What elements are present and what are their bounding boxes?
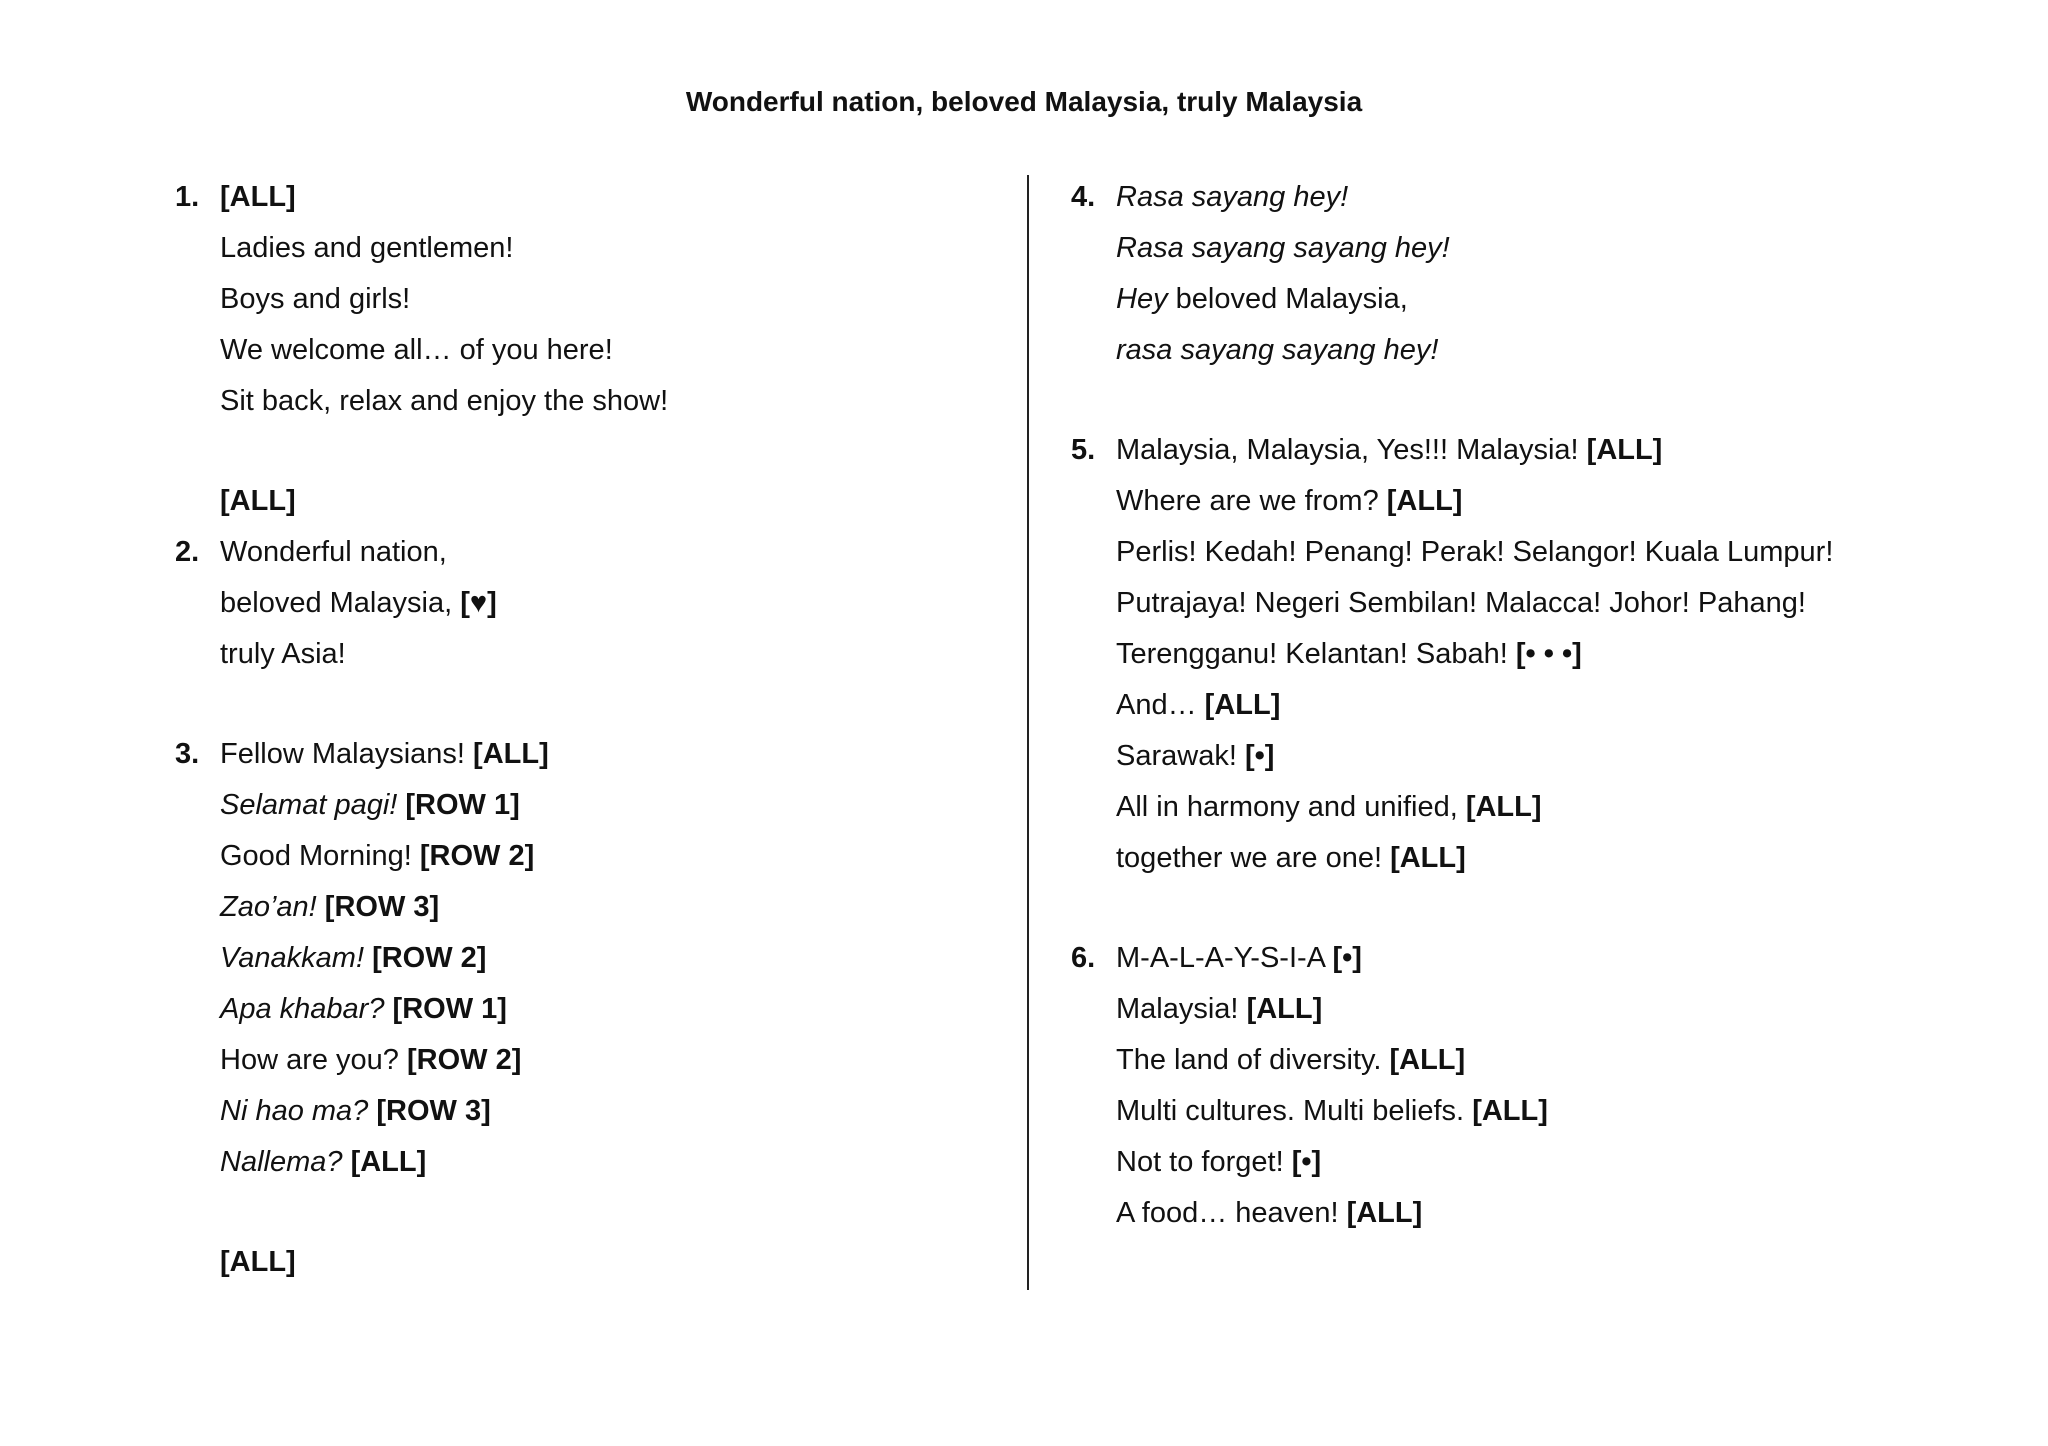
stanza-6-line-5 — [1071, 1137, 1971, 1188]
lyric-text: Zao’an! — [220, 891, 317, 923]
cue-tag: [ROW 2] — [407, 1044, 522, 1076]
stanza-6-line-2 — [1071, 984, 1971, 1035]
stanza-5-line-9 — [1071, 833, 1971, 884]
stanza-1-line-2 — [175, 274, 995, 325]
lyric-text: Selamat pagi! — [220, 789, 398, 821]
cue-tag: [ALL] — [220, 485, 296, 517]
lyric-text: Good Morning! — [220, 840, 412, 872]
stanza-3-line-3 — [175, 831, 995, 882]
stanza-3-number: 3. — [175, 738, 200, 770]
lyric-text: Fellow Malaysians! — [220, 738, 465, 770]
lyric-text: Ni hao ma? — [220, 1095, 369, 1127]
stanza-1-line-1 — [175, 223, 995, 274]
stanza-3-line-5 — [175, 933, 995, 984]
lyric-text: Sarawak! — [1116, 740, 1237, 772]
cue-tag: [ALL] — [1472, 1095, 1548, 1127]
stanza-1-line-4 — [175, 376, 995, 427]
lyric-text: Malaysia, Malaysia, Yes!!! Malaysia! — [1116, 434, 1579, 466]
stanza-6-number: 6. — [1071, 942, 1096, 974]
left-column — [175, 172, 995, 1288]
stanza-gap — [175, 1188, 995, 1237]
stanza-3-line-7 — [175, 1035, 995, 1086]
lyric-text: How are you? — [220, 1044, 399, 1076]
stanza-2-line-1 — [175, 527, 995, 578]
stanza-4-line-4 — [1071, 325, 1971, 376]
lyric-text: Malaysia! — [1116, 993, 1239, 1025]
cue-tag: [ALL] — [1246, 993, 1323, 1025]
lyric-text: Vanakkam! — [220, 942, 364, 974]
stanza-3-line-9 — [175, 1137, 995, 1188]
lyric-text: rasa sayang sayang hey! — [1116, 334, 1439, 366]
lyric-text: Rasa sayang hey! — [1116, 181, 1349, 213]
stanza-3-end-cue — [175, 1237, 995, 1288]
dot-cue-tag: [•] — [1332, 942, 1362, 974]
lyric-text: We welcome all… of you here! — [220, 334, 613, 366]
stanza-2-number: 2. — [175, 536, 200, 568]
lyric-text: Rasa sayang sayang hey! — [1116, 232, 1450, 264]
cue-tag: [ALL] — [473, 738, 549, 770]
dots-cue-tag: [• • •] — [1515, 638, 1582, 670]
lyric-text: Wonderful nation, — [220, 536, 447, 568]
stanza-6-line-1 — [1071, 933, 1971, 984]
stanza-gap — [175, 427, 995, 476]
cue-tag: [ROW 1] — [405, 789, 520, 821]
stanza-3-line-1 — [175, 729, 995, 780]
cue-tag: [ROW 2] — [419, 840, 535, 872]
cue-tag: [ALL] — [1346, 1197, 1423, 1229]
stanza-3-line-8 — [175, 1086, 995, 1137]
stanza-4-line-2 — [1071, 223, 1971, 274]
lyric-text: Hey — [1116, 283, 1168, 315]
lyric-text: Multi cultures. Multi beliefs. — [1116, 1095, 1465, 1127]
lyric-text: Boys and girls! — [220, 283, 411, 315]
stanza-4-number: 4. — [1071, 181, 1096, 213]
stanza-1-line-3 — [175, 325, 995, 376]
stanza-5-number: 5. — [1071, 434, 1096, 466]
stanza-5-line-1 — [1071, 425, 1971, 476]
cue-tag: [ALL] — [1386, 485, 1463, 517]
stanza-6-line-4 — [1071, 1086, 1971, 1137]
stanza-2-pre-cue — [175, 476, 995, 527]
lyric-text: A food… heaven! — [1116, 1197, 1339, 1229]
stanza-5-line-3 — [1071, 527, 1971, 578]
stanza-gap — [1071, 376, 1971, 425]
lyric-text: The land of diversity. — [1116, 1044, 1382, 1076]
cue-tag: [ROW 3] — [376, 1095, 491, 1127]
lyric-text: together we are one! — [1116, 842, 1383, 874]
stanza-5-line-6 — [1071, 680, 1971, 731]
lyric-text: beloved Malaysia, — [220, 587, 453, 619]
lyric-text: M-A-L-A-Y-S-I-A — [1116, 942, 1325, 974]
right-column — [1071, 172, 1971, 1239]
stanza-2-line-2 — [175, 578, 995, 629]
lyric-text: Where are we from? — [1116, 485, 1379, 517]
lyric-text: All in harmony and unified, — [1116, 791, 1458, 823]
stanza-5-line-7 — [1071, 731, 1971, 782]
cue-tag: [ALL] — [1586, 434, 1663, 466]
lyric-text: And… — [1116, 689, 1197, 721]
stanza-3-line-6 — [175, 984, 995, 1035]
lyric-text: truly Asia! — [220, 638, 346, 670]
lyric-text: Putrajaya! Negeri Sembilan! Malacca! Johor! Pahang! — [1116, 587, 1806, 619]
stanza-2-line-3 — [175, 629, 995, 680]
column-divider — [1027, 175, 1029, 1290]
stanza-5-line-5 — [1071, 629, 1971, 680]
cue-tag: [ALL] — [1465, 791, 1542, 823]
cue-tag: [ALL] — [1390, 842, 1466, 874]
dot-cue-tag: [•] — [1244, 740, 1275, 772]
lyric-text: Nallema? — [220, 1146, 343, 1178]
cue-tag: [ALL] — [220, 181, 296, 213]
stanza-3-line-4 — [175, 882, 995, 933]
stanza-6-line-6 — [1071, 1188, 1971, 1239]
stanza-5-line-4 — [1071, 578, 1971, 629]
stanza-1-number: 1. — [175, 181, 200, 213]
stanza-1-line-0 — [175, 172, 995, 223]
stanza-5-line-8 — [1071, 782, 1971, 833]
stanza-4-line-3 — [1071, 274, 1971, 325]
lyric-text: Apa khabar? — [220, 993, 385, 1025]
lyric-text: Sit back, relax and enjoy the show! — [220, 385, 669, 417]
lyric-text: Ladies and gentlemen! — [220, 232, 514, 264]
stanza-3-line-2 — [175, 780, 995, 831]
cue-tag: [ALL] — [1204, 689, 1281, 721]
cue-tag: [ROW 3] — [324, 891, 440, 923]
lyric-text: Terengganu! Kelantan! Sabah! — [1116, 638, 1508, 670]
stanza-5-line-2 — [1071, 476, 1971, 527]
stanza-6-line-3 — [1071, 1035, 1971, 1086]
stanza-gap — [175, 680, 995, 729]
cue-tag: [ALL] — [1389, 1044, 1466, 1076]
cue-tag: [ROW 1] — [392, 993, 507, 1025]
cue-tag: [ROW 2] — [372, 942, 487, 974]
lyric-text: Perlis! Kedah! Penang! Perak! Selangor! Kuala Lumpur! — [1116, 536, 1834, 568]
stanza-gap — [1071, 884, 1971, 933]
stanza-4-line-1 — [1071, 172, 1971, 223]
page-title: Wonderful nation, beloved Malaysia, truly Malaysia — [685, 86, 1363, 117]
heart-cue-tag: [♥] — [460, 587, 497, 619]
cue-tag: [ALL] — [350, 1146, 427, 1178]
cue-tag: [ALL] — [220, 1246, 296, 1278]
lyric-text: beloved Malaysia, — [1175, 283, 1408, 315]
lyric-text: Not to forget! — [1116, 1146, 1284, 1178]
dot-cue-tag: [•] — [1291, 1146, 1322, 1178]
